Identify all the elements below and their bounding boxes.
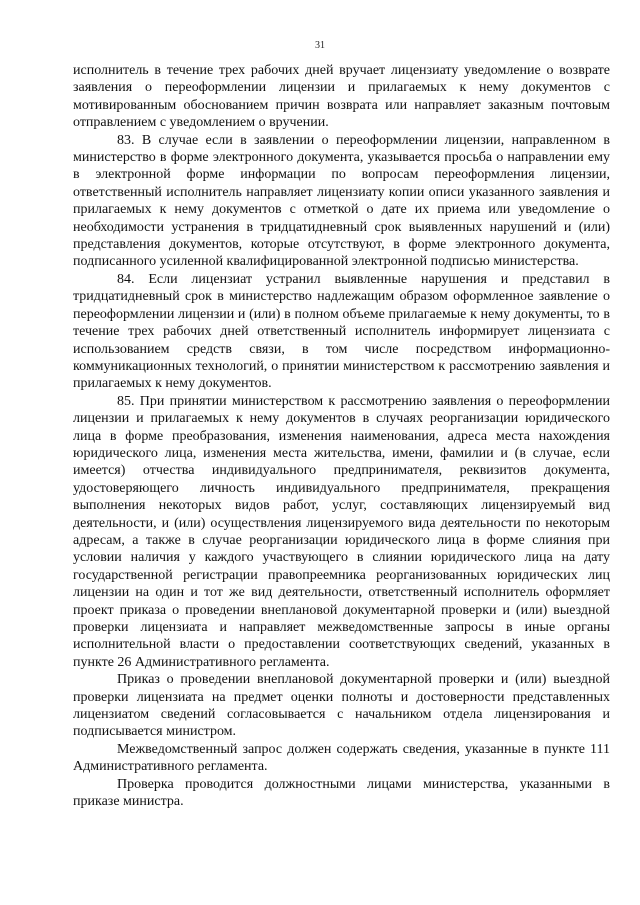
document-body [73,62,610,810]
paragraph-order-approval: Приказ о проведении внеплановой документарной проверки и (или) выездной проверки лицензиата на предмет оценки полноты и достоверности представленных лицензиатом сведений согласовывается с начальником отдела лицензирования и подписывается министром. [73,672,610,740]
paragraph-inspection-officials: Проверка проводится должностными лицами министерства, указанными в приказе министра. [73,776,610,810]
page-number: 31 [315,40,325,51]
paragraph-85: 85. При принятии министерством к рассмотрению заявления о переоформлении лицензии и прилагаемых к нему документов в случаях реорганизации юридического лица в форме преобразования, изменения наименования, адреса места нахождения юридического лица, изменения места жительства, имени, фамилии и (в случае, если имеется) отчества индивидуального предпринимателя, реквизитов документа, удостоверяющего личность индивидуального предпринимателя, прекращения выполнения некоторых видов работ, услуг, составляющих лицензируемый вид деятельности, и (или) осуществления лицензируемого вида деятельности по некоторым адресам, а также в случае реорганизации юридического лица в форме слияния при условии наличия у каждого участвующего в слиянии юридического лица на дату государственной регистрации правопреемника реорганизованных юридических лиц лицензии на один и тот же вид деятельности, ответственный исполнитель оформляет проект приказа о проведении внеплановой документарной проверки и (или) выездной проверки лицензиата и направляет межведомственные запросы в иные органы исполнительной власти о предоставлении соответствующих сведений, указанных в пункте 26 Административного регламента. [73,393,610,670]
paragraph-interagency-request: Межведомственный запрос должен содержать сведения, указанные в пункте 111 Административного регламента. [73,741,610,775]
paragraph-83: 83. В случае если в заявлении о переоформлении лицензии, направленном в министерство в форме электронного документа, указывается просьба о направлении ему в электронной форме информации по вопросам переоформления лицензии, ответственный исполнитель направляет лицензиату копии описи указанного заявления и прилагаемых к нему документов с отметкой о дате их приема или уведомление о необходимости устранения в тридцатидневный срок выявленных нарушений и (или) представления документов, которые отсутствуют, в форме электронного документа, подписанного усиленной квалифицированной электронной подписью министерства. [73,132,610,270]
paragraph-continuation: исполнитель в течение трех рабочих дней вручает лицензиату уведомление о возврате заявления о переоформлении лицензии и прилагаемых к нему документов с мотивированным обоснованием причин возврата или направляет заказным почтовым отправлением с уведомлением о вручении. [73,63,610,131]
paragraph-84: 84. Если лицензиат устранил выявленные нарушения и представил в тридцатидневный срок в министерство надлежащим образом оформленное заявление о переоформлении лицензии и (или) в полном объеме прилагаемые к нему документы, то в течение трех рабочих дней ответственный исполнитель информирует лицензиата с использованием средств связи, в том числе посредством информационно-коммуникационных технологий, о принятии министерством к рассмотрению заявления и прилагаемых к нему документов. [73,271,610,392]
